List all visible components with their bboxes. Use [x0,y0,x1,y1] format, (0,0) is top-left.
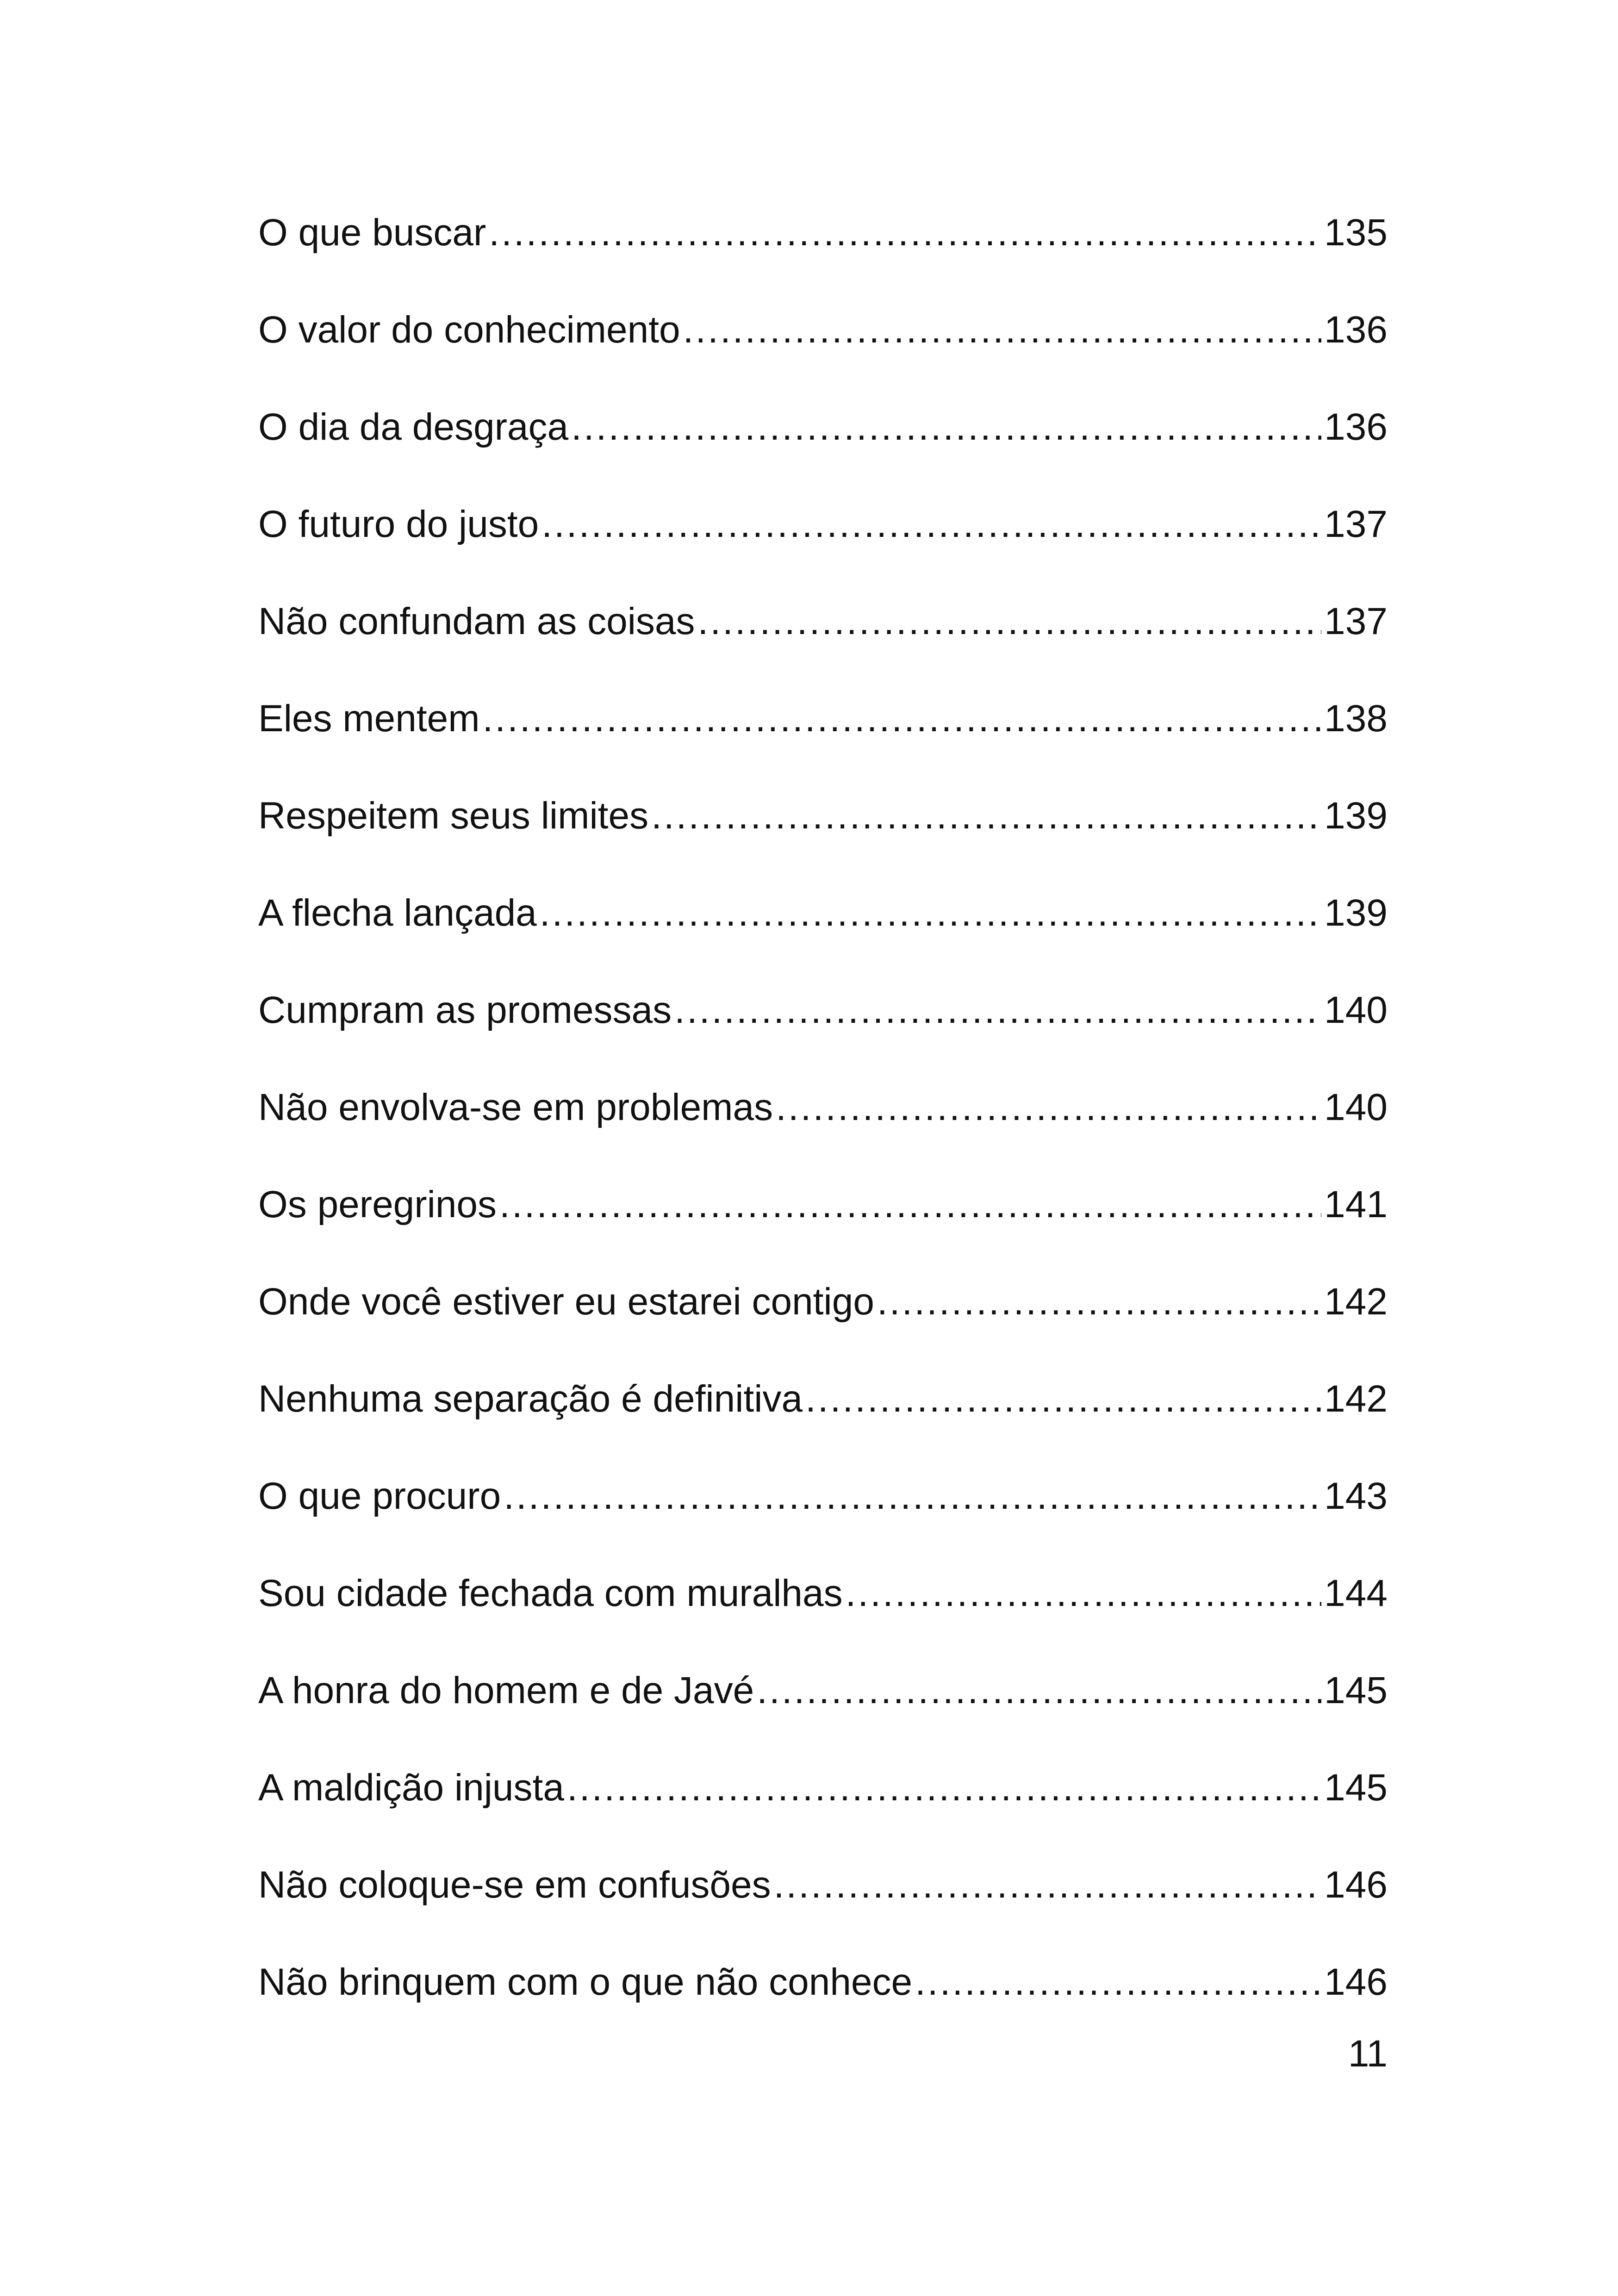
toc-entry-page: 145 [1324,1767,1388,1809]
toc-entry-page: 135 [1324,212,1388,254]
toc-entry-page: 144 [1324,1572,1388,1614]
toc-entry-page: 140 [1324,1086,1388,1128]
toc-entry-page: 137 [1324,600,1388,642]
toc-dot-leader [651,794,1321,838]
toc-entry[interactable] [258,794,1388,891]
toc-entry-title: A maldição injusta [258,1767,564,1809]
toc-entry-page: 136 [1324,309,1388,351]
toc-entry[interactable] [258,502,1388,599]
toc-entry[interactable] [258,1182,1388,1280]
toc-entry-title: Onde você estiver eu estarei contigo [258,1281,874,1323]
toc-entry[interactable] [258,308,1388,405]
toc-entry-title: O dia da desgraça [258,406,569,448]
toc-entry-page: 138 [1324,697,1388,740]
toc-dot-leader [915,1960,1321,2004]
toc-entry-page: 137 [1324,503,1388,545]
toc-entry[interactable] [258,1085,1388,1182]
toc-entry-page: 146 [1324,1864,1388,1906]
toc-entry[interactable] [258,211,1388,308]
toc-entry-page: 139 [1324,795,1388,837]
toc-entry[interactable] [258,1474,1388,1571]
toc-entry-title: Não coloque-se em confusões [258,1864,771,1906]
toc-entry-page: 141 [1324,1183,1388,1226]
toc-entry-page: 136 [1324,406,1388,448]
toc-dot-leader [683,308,1322,352]
toc-entry-page: 143 [1324,1475,1388,1517]
toc-entry-page: 139 [1324,892,1388,934]
toc-entry-title: A honra do homem e de Javé [258,1669,754,1711]
toc-entry[interactable] [258,1377,1388,1474]
toc-entry[interactable] [258,1766,1388,1863]
toc-entry[interactable] [258,891,1388,988]
toc-entry-title: Não brinquem com o que não conhece [258,1961,913,2003]
toc-dot-leader [757,1668,1321,1713]
toc-entry-title: O que buscar [258,212,486,254]
toc-dot-leader [571,405,1321,449]
toc-entry-title: O que procuro [258,1475,501,1517]
page-number: 11 [1348,2033,1388,2075]
toc-dot-leader [567,1766,1321,1810]
toc-entry[interactable] [258,1280,1388,1377]
toc-entry[interactable] [258,1668,1388,1766]
toc-entry-page: 146 [1324,1961,1388,2003]
toc-entry[interactable] [258,1863,1388,1960]
toc-entry-title: Não envolva-se em problemas [258,1086,773,1128]
toc-entry[interactable] [258,599,1388,697]
toc-entry-page: 145 [1324,1669,1388,1711]
toc-entry-title: A flecha lançada [258,892,537,934]
toc-dot-leader [774,1863,1322,1907]
toc-entry-title: Respeitem seus limites [258,795,649,837]
toc-dot-leader [698,599,1322,644]
toc-entry[interactable] [258,1571,1388,1668]
toc-dot-leader [776,1085,1321,1130]
toc-dot-leader [846,1571,1322,1616]
toc-dot-leader [499,1182,1321,1227]
toc-entry-title: O valor do conhecimento [258,309,680,351]
toc-dot-leader [674,988,1321,1033]
toc-entry[interactable] [258,988,1388,1085]
toc-dot-leader [877,1280,1321,1324]
toc-entry-page: 142 [1324,1281,1388,1323]
toc-dot-leader [805,1377,1321,1421]
toc-entry-title: Cumpram as promessas [258,989,672,1031]
toc-dot-leader [504,1474,1321,1518]
toc-dot-leader [540,891,1321,935]
table-of-contents [258,211,1388,2057]
toc-entry-title: Não confundam as coisas [258,600,695,642]
toc-entry-title: Nenhuma separação é definitiva [258,1378,803,1420]
toc-entry-title: Os peregrinos [258,1183,497,1226]
toc-dot-leader [541,502,1321,547]
toc-entry-title: Sou cidade fechada com muralhas [258,1572,843,1614]
toc-entry[interactable] [258,405,1388,502]
toc-entry-page: 142 [1324,1378,1388,1420]
toc-dot-leader [483,697,1322,741]
toc-entry-page: 140 [1324,989,1388,1031]
toc-entry-title: Eles mentem [258,697,480,740]
toc-entry[interactable] [258,1960,1388,2057]
toc-dot-leader [489,211,1321,255]
toc-entry[interactable] [258,697,1388,794]
toc-entry-title: O futuro do justo [258,503,539,545]
